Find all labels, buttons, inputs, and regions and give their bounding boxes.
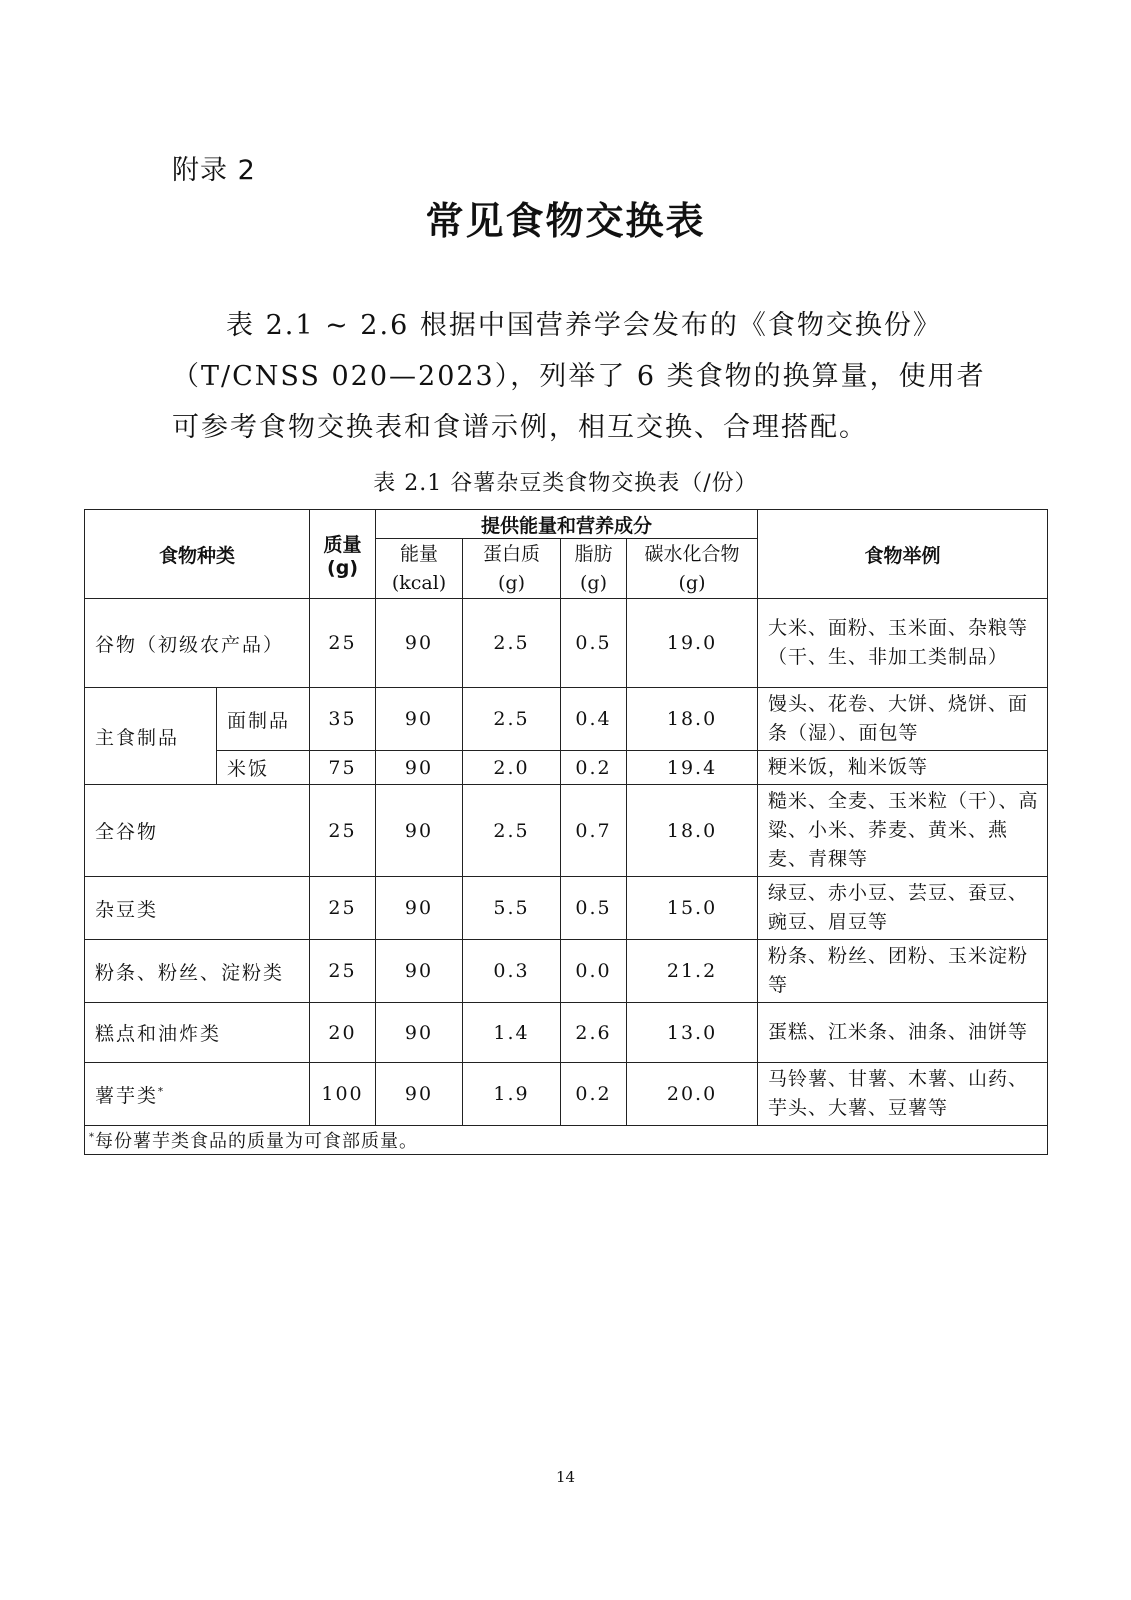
row-energy: 90 — [376, 1063, 463, 1126]
intro-line-2: （T/CNSS 020—2023），列举了 6 类食物的换算量，使用者 — [172, 361, 986, 392]
row-mass: 35 — [310, 688, 376, 751]
footnote-mark: * — [89, 1132, 95, 1143]
row-category — [85, 1063, 310, 1126]
row-group-staple: 主食制品 — [85, 688, 217, 785]
table-row — [85, 599, 1048, 688]
intro-line-3: 可参考食物交换表和食谱示例，相互交换、合理搭配。 — [172, 412, 868, 443]
row-energy: 90 — [376, 785, 463, 877]
header-carbs — [627, 539, 758, 599]
row-protein: 2.5 — [463, 688, 561, 751]
row-category: 全谷物 — [85, 785, 310, 877]
row-protein: 0.3 — [463, 940, 561, 1003]
table-row — [85, 1003, 1048, 1063]
row-energy: 90 — [376, 599, 463, 688]
row-mass: 25 — [310, 599, 376, 688]
row-fat: 0.7 — [561, 785, 627, 877]
row-carbs: 20.0 — [627, 1063, 758, 1126]
row-carbs: 18.0 — [627, 688, 758, 751]
table-footnote — [85, 1126, 1048, 1155]
header-protein-label: 蛋白质 — [483, 542, 541, 565]
table-row — [85, 1063, 1048, 1126]
header-mass-unit: (g) — [327, 556, 358, 579]
row-carbs: 13.0 — [627, 1003, 758, 1063]
row-mass: 100 — [310, 1063, 376, 1126]
row-category: 杂豆类 — [85, 877, 310, 940]
row-mass: 20 — [310, 1003, 376, 1063]
row-fat: 0.5 — [561, 599, 627, 688]
row-carbs: 21.2 — [627, 940, 758, 1003]
row-examples: 馒头、花卷、大饼、烧饼、面条（湿）、面包等 — [758, 688, 1048, 751]
header-category: 食物种类 — [85, 510, 310, 599]
header-fat — [561, 539, 627, 599]
header-mass-label: 质量 — [323, 533, 362, 556]
page-title: 常见食物交换表 — [425, 199, 706, 243]
table-row — [85, 751, 1048, 785]
row-category-label: 薯芋类 — [95, 1084, 159, 1107]
intro-paragraph — [172, 300, 986, 453]
row-protein: 2.5 — [463, 599, 561, 688]
row-examples: 马铃薯、甘薯、木薯、山药、芋头、大薯、豆薯等 — [758, 1063, 1048, 1126]
row-protein: 5.5 — [463, 877, 561, 940]
header-examples: 食物举例 — [758, 510, 1048, 599]
header-energy — [376, 539, 463, 599]
row-carbs: 19.0 — [627, 599, 758, 688]
row-protein: 2.0 — [463, 751, 561, 785]
row-mass: 75 — [310, 751, 376, 785]
row-protein: 1.4 — [463, 1003, 561, 1063]
table-row — [85, 940, 1048, 1003]
row-examples: 糙米、全麦、玉米粒（干）、高粱、小米、荞麦、黄米、燕麦、青稞等 — [758, 785, 1048, 877]
appendix-label: 附录 2 — [172, 155, 256, 186]
row-examples: 粉条、粉丝、团粉、玉米淀粉等 — [758, 940, 1048, 1003]
table-footnote-row — [85, 1126, 1048, 1155]
row-fat: 2.6 — [561, 1003, 627, 1063]
row-examples: 大米、面粉、玉米面、杂粮等（干、生、非加工类制品） — [758, 599, 1048, 688]
row-carbs: 15.0 — [627, 877, 758, 940]
row-category: 面制品 — [217, 688, 310, 751]
row-energy: 90 — [376, 688, 463, 751]
row-category: 谷物（初级农产品） — [85, 599, 310, 688]
header-protein — [463, 539, 561, 599]
row-carbs: 19.4 — [627, 751, 758, 785]
row-mass: 25 — [310, 785, 376, 877]
row-fat: 0.2 — [561, 751, 627, 785]
row-category: 米饭 — [217, 751, 310, 785]
row-examples: 粳米饭，籼米饭等 — [758, 751, 1048, 785]
page-number: 14 — [555, 1468, 576, 1486]
row-protein: 1.9 — [463, 1063, 561, 1126]
header-mass — [310, 510, 376, 599]
row-mass: 25 — [310, 940, 376, 1003]
row-examples: 蛋糕、江米条、油条、油饼等 — [758, 1003, 1048, 1063]
table-row — [85, 688, 1048, 751]
row-fat: 0.5 — [561, 877, 627, 940]
header-energy-unit: (kcal) — [391, 571, 447, 594]
header-carbs-unit: (g) — [678, 571, 706, 594]
table-row — [85, 877, 1048, 940]
row-examples: 绿豆、赤小豆、芸豆、蚕豆、豌豆、眉豆等 — [758, 877, 1048, 940]
table-header-row — [85, 510, 1048, 539]
row-energy: 90 — [376, 877, 463, 940]
table-row — [85, 785, 1048, 877]
header-nutrients-group: 提供能量和营养成分 — [376, 510, 758, 539]
row-carbs: 18.0 — [627, 785, 758, 877]
footnote-text: 每份薯芋类食品的质量为可食部质量。 — [95, 1131, 418, 1152]
row-energy: 90 — [376, 1003, 463, 1063]
row-category: 粉条、粉丝、淀粉类 — [85, 940, 310, 1003]
intro-line-1: 表 2.1 ~ 2.6 根据中国营养学会发布的《食物交换份》 — [226, 310, 942, 341]
row-energy: 90 — [376, 940, 463, 1003]
row-fat: 0.0 — [561, 940, 627, 1003]
row-protein: 2.5 — [463, 785, 561, 877]
food-exchange-table — [84, 509, 1048, 1155]
row-fat: 0.2 — [561, 1063, 627, 1126]
row-energy: 90 — [376, 751, 463, 785]
row-fat: 0.4 — [561, 688, 627, 751]
header-energy-label: 能量 — [400, 542, 439, 565]
header-fat-label: 脂肪 — [574, 542, 613, 565]
row-category: 糕点和油炸类 — [85, 1003, 310, 1063]
footnote-mark: * — [158, 1086, 166, 1098]
table-caption: 表 2.1 谷薯杂豆类食物交换表（/份） — [373, 471, 758, 496]
header-fat-unit: (g) — [580, 571, 608, 594]
header-carbs-label: 碳水化合物 — [644, 542, 740, 565]
header-protein-unit: (g) — [498, 571, 526, 594]
row-mass: 25 — [310, 877, 376, 940]
